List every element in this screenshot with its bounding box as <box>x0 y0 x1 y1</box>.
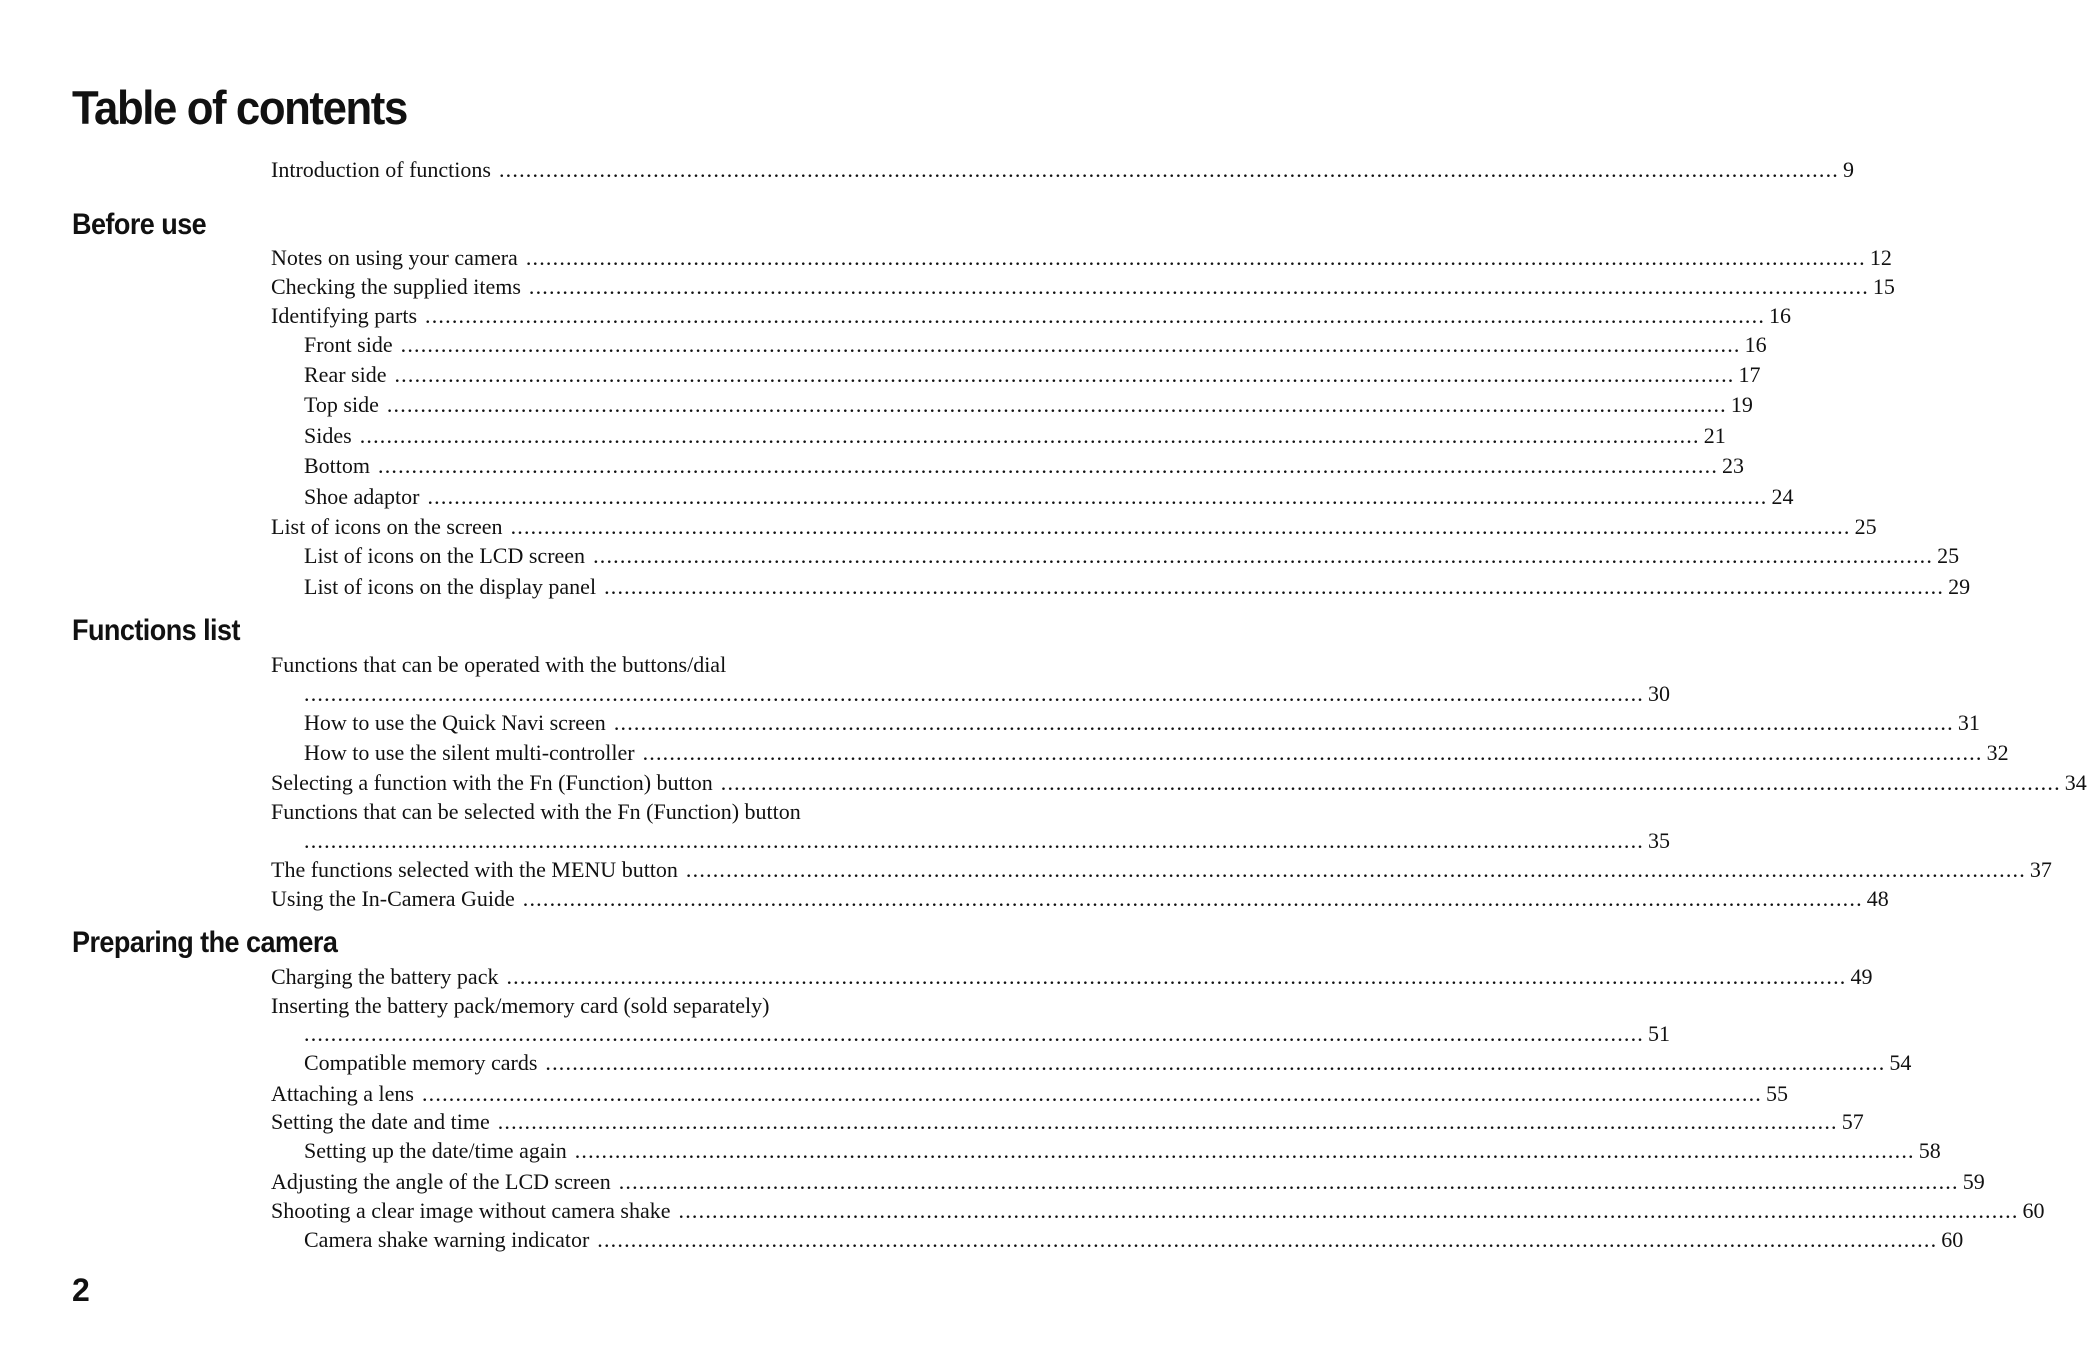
toc-entry-label: Setting the date and time <box>271 1109 490 1134</box>
toc-entry-page: 16 <box>1744 332 1767 357</box>
toc-entry-label-wrapped[interactable]: Inserting the battery pack/memory card (sold separately) <box>271 993 770 1018</box>
dot-leader: ........................................................................................................................................................................................................ <box>678 1198 2019 1223</box>
toc-entry-continuation[interactable] <box>304 826 1670 856</box>
toc-entry-label: Adjusting the angle of the LCD screen <box>271 1169 611 1194</box>
toc-entry-page: 21 <box>1703 423 1726 448</box>
dot-leader: ........................................................................................................................................................................................................ <box>359 423 1700 448</box>
toc-entry[interactable] <box>271 301 1792 331</box>
toc-entry-page: 9 <box>1842 157 1854 182</box>
toc-entry-page: 49 <box>1850 964 1873 989</box>
toc-entry-page: 31 <box>1957 710 1980 735</box>
dot-leader: ........................................................................................................................................................................................................ <box>386 392 1727 417</box>
dot-leader: ........................................................................................................................................................................................................ <box>421 1081 1762 1106</box>
dot-leader: ........................................................................................................................................................................................................ <box>427 484 1768 509</box>
dot-leader: ........................................................................................................................................................................................................ <box>528 274 1869 299</box>
toc-subentry[interactable] <box>304 330 1767 360</box>
dot-leader: ........................................................................................................................................................................................................ <box>720 770 2061 795</box>
toc-subentry[interactable] <box>304 572 1971 602</box>
toc-entry[interactable] <box>271 272 1895 302</box>
toc-entry-label: Shooting a clear image without camera shake <box>271 1198 671 1223</box>
dot-leader: ........................................................................................................................................................................................................ <box>304 828 1644 853</box>
toc-entry-page: 58 <box>1918 1138 1941 1163</box>
toc-entry-label: Bottom <box>304 453 371 478</box>
toc-entry-label: Sides <box>304 423 352 448</box>
toc-entry-label: List of icons on the LCD screen <box>304 543 586 568</box>
dot-leader: ........................................................................................................................................................................................................ <box>604 574 1945 599</box>
toc-entry-label: Charging the battery pack <box>271 964 499 989</box>
toc-entry[interactable] <box>271 1107 1864 1137</box>
toc-entry-label: Camera shake warning indicator <box>304 1227 590 1252</box>
toc-subentry[interactable] <box>304 360 1761 390</box>
toc-entry-page: 15 <box>1872 274 1895 299</box>
dot-leader: ........................................................................................................................................................................................................ <box>685 857 2026 882</box>
dot-leader: ........................................................................................................................................................................................................ <box>510 514 1851 539</box>
section-heading-functions-list: Functions list <box>72 614 240 647</box>
page-number: 2 <box>72 1272 90 1308</box>
dot-leader: ........................................................................................................................................................................................................ <box>378 453 1719 478</box>
dot-leader: ........................................................................................................................................................................................................ <box>304 1021 1644 1046</box>
toc-entry-introduction[interactable] <box>271 155 1854 185</box>
toc-entry-continuation[interactable] <box>304 679 1670 709</box>
toc-entry-page: 34 <box>2064 770 2087 795</box>
dot-leader: ........................................................................................................................................................................................................ <box>613 710 1954 735</box>
toc-entry-label: List of icons on the screen <box>271 514 503 539</box>
dot-leader: ........................................................................................................................................................................................................ <box>425 303 1766 328</box>
toc-entry-page: 37 <box>2029 857 2052 882</box>
toc-entry-label: Attaching a lens <box>271 1081 414 1106</box>
toc-entry-page: 55 <box>1765 1081 1788 1106</box>
dot-leader: ........................................................................................................................................................................................................ <box>497 1109 1838 1134</box>
toc-entry-label: Setting up the date/time again <box>304 1138 567 1163</box>
toc-entry[interactable] <box>271 962 1873 992</box>
dot-leader: ........................................................................................................................................................................................................ <box>522 886 1863 911</box>
dot-leader: ........................................................................................................................................................................................................ <box>545 1050 1886 1075</box>
toc-entry-label: Identifying parts <box>271 303 418 328</box>
page-title: Table of contents <box>72 81 407 134</box>
toc-entry-label: Selecting a function with the Fn (Function) button <box>271 770 713 795</box>
toc-entry-page: 23 <box>1722 453 1745 478</box>
section-heading-preparing-the-camera: Preparing the camera <box>72 926 338 959</box>
toc-entry[interactable] <box>271 1079 1788 1109</box>
toc-subentry[interactable] <box>304 541 1960 571</box>
toc-entry-page: 35 <box>1648 828 1670 853</box>
dot-leader: ........................................................................................................................................................................................................ <box>642 740 1983 765</box>
toc-entry-page: 29 <box>1948 574 1971 599</box>
toc-entry[interactable] <box>271 512 1877 542</box>
toc-entry-page: 51 <box>1648 1021 1670 1046</box>
toc-entry-label: Introduction of functions <box>271 157 491 182</box>
toc-entry-label: Compatible memory cards <box>304 1050 538 1075</box>
toc-subentry[interactable] <box>304 451 1745 481</box>
toc-entry[interactable] <box>271 884 1889 914</box>
toc-subentry[interactable] <box>304 1225 1964 1255</box>
dot-leader: ........................................................................................................................................................................................................ <box>400 332 1741 357</box>
toc-entry-page: 57 <box>1841 1109 1864 1134</box>
toc-entry-label: Notes on using your camera <box>271 245 518 270</box>
toc-subentry[interactable] <box>304 1048 1912 1078</box>
toc-entry-label: List of icons on the display panel <box>304 574 597 599</box>
toc-entry-label: Checking the supplied items <box>271 274 521 299</box>
dot-leader: ........................................................................................................................................................................................................ <box>618 1169 1959 1194</box>
toc-entry-label-wrapped[interactable]: Functions that can be selected with the Fn (Function) button <box>271 799 801 824</box>
toc-entry-label: Using the In-Camera Guide <box>271 886 515 911</box>
toc-entry-page: 30 <box>1648 681 1670 706</box>
toc-entry-page: 32 <box>1986 740 2009 765</box>
toc-entry-label: The functions selected with the MENU button <box>271 857 678 882</box>
toc-entry-continuation[interactable] <box>304 1019 1670 1049</box>
toc-subentry[interactable] <box>304 1136 1941 1166</box>
toc-entry[interactable] <box>271 855 2052 885</box>
toc-entry-page: 48 <box>1866 886 1889 911</box>
toc-entry-page: 60 <box>1941 1227 1964 1252</box>
toc-entry-label: Top side <box>304 392 379 417</box>
toc-entry[interactable] <box>271 768 2087 798</box>
dot-leader: ........................................................................................................................................................................................................ <box>304 681 1644 706</box>
toc-subentry[interactable] <box>304 738 2009 768</box>
toc-entry-page: 25 <box>1854 514 1877 539</box>
toc-entry-page: 24 <box>1771 484 1794 509</box>
toc-entry[interactable] <box>271 243 1892 273</box>
section-heading-before-use: Before use <box>72 208 207 241</box>
toc-subentry[interactable] <box>304 421 1726 451</box>
dot-leader: ........................................................................................................................................................................................................ <box>593 543 1934 568</box>
toc-entry[interactable] <box>271 1196 2045 1226</box>
toc-subentry[interactable] <box>304 482 1794 512</box>
toc-entry-label: Front side <box>304 332 393 357</box>
dot-leader: ........................................................................................................................................................................................................ <box>525 245 1866 270</box>
toc-entry-label: Shoe adaptor <box>304 484 420 509</box>
toc-entry-page: 17 <box>1738 362 1761 387</box>
toc-entry-page: 16 <box>1769 303 1792 328</box>
toc-entry-label: Rear side <box>304 362 387 387</box>
toc-subentry[interactable] <box>304 708 1980 738</box>
toc-entry-page: 60 <box>2022 1198 2045 1223</box>
toc-entry-page: 19 <box>1730 392 1753 417</box>
toc-entry-page: 12 <box>1869 245 1892 270</box>
toc-entry-page: 25 <box>1937 543 1960 568</box>
toc-entry-label-wrapped[interactable]: Functions that can be operated with the buttons/dial <box>271 652 727 677</box>
toc-entry[interactable] <box>271 1167 1985 1197</box>
toc-entry-page: 59 <box>1962 1169 1985 1194</box>
dot-leader: ........................................................................................................................................................................................................ <box>506 964 1847 989</box>
dot-leader: ........................................................................................................................................................................................................ <box>394 362 1735 387</box>
toc-entry-label: How to use the silent multi-controller <box>304 740 635 765</box>
toc-subentry[interactable] <box>304 390 1753 420</box>
dot-leader: ........................................................................................................................................................................................................ <box>498 157 1839 182</box>
dot-leader: ........................................................................................................................................................................................................ <box>574 1138 1915 1163</box>
dot-leader: ........................................................................................................................................................................................................ <box>597 1227 1938 1252</box>
toc-entry-page: 54 <box>1889 1050 1912 1075</box>
toc-entry-label: How to use the Quick Navi screen <box>304 710 606 735</box>
